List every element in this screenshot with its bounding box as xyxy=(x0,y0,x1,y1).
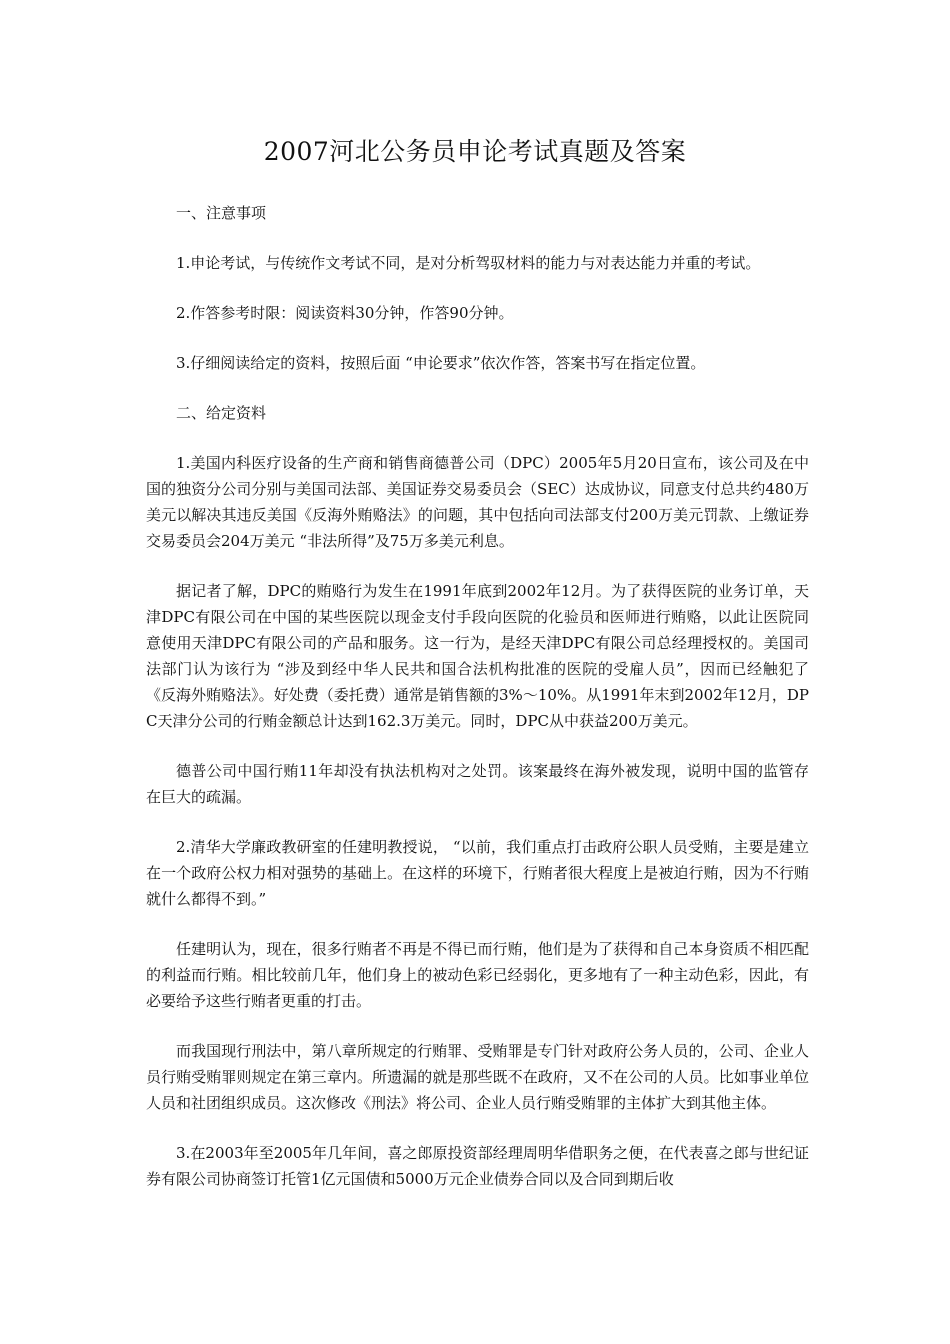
note-item-1: 1.申论考试，与传统作文考试不同，是对分析驾驭材料的能力与对表达能力并重的考试。 xyxy=(176,254,761,272)
material-paragraph-5: 任建明认为，现在，很多行贿者不再是不得已而行贿，他们是为了获得和自己本身资质不相匹配的利益而行贿。相比较前几年，他们身上的被动色彩已经弱化，更多地有了一种主动色彩，因此，有必要给予这些行贿者更重的打击。 xyxy=(146,940,809,1010)
material-paragraph-6: 而我国现行刑法中，第八章所规定的行贿罪、受贿罪是专门针对政府公务人员的，公司、企业人员行贿受贿罪则规定在第三章内。所遗漏的就是那些既不在政府，又不在公司的人员。比如事业单位人员和社团组织成员。这次修改《刑法》将公司、企业人员行贿受贿罪的主体扩大到其他主体。 xyxy=(146,1042,809,1112)
material-paragraph-4: 2.清华大学廉政教研室的任建明教授说， “以前，我们重点打击政府公职人员受贿，主要是建立在一个政府公权力相对强势的基础上。在这样的环境下，行贿者很大程度上是被迫行贿，因为不行贿就什么都得不到。” xyxy=(146,838,809,908)
material-paragraph-1: 1.美国内科医疗设备的生产商和销售商德普公司（DPC）2005年5月20日宣布，该公司及在中国的独资分公司分别与美国司法部、美国证券交易委员会（SEC）达成协议，同意支付总共约480万美元以解决其违反美国《反海外贿赂法》的问题，其中包括向司法部支付200万美元罚款、上缴证券交易委员会204万美元 “非法所得”及75万多美元利息。 xyxy=(146,454,809,550)
material-paragraph-2: 据记者了解，DPC的贿赂行为发生在1991年底到2002年12月。为了获得医院的业务订单，天津DPC有限公司在中国的某些医院以现金支付手段向医院的化验员和医师进行贿赂，以此让医院同意使用天津DPC有限公司的产品和服务。这一行为，是经天津DPC有限公司总经理授权的。美国司法部门认为该行为 “涉及到经中华人民共和国合法机构批准的医院的受雇人员”，因而已经触犯了《反海外贿赂法》。好处费（委托费）通常是销售额的3%～10%。从1991年末到2002年12月，DPC天津分公司的行贿金额总计达到162.3万美元。同时，DPC从中获益200万美元。 xyxy=(146,582,809,730)
document-body xyxy=(146,200,809,1216)
material-paragraph-7: 3.在2003年至2005年几年间，喜之郎原投资部经理周明华借职务之便，在代表喜之郎与世纪证券有限公司协商签订托管1亿元国债和5000万元企业债券合同以及合同到期后收 xyxy=(146,1144,809,1188)
material-paragraph-3: 德普公司中国行贿11年却没有执法机构对之处罚。该案最终在海外被发现，说明中国的监管存在巨大的疏漏。 xyxy=(146,762,809,806)
note-item-3: 3.仔细阅读给定的资料，按照后面 “申论要求”依次作答，答案书写在指定位置。 xyxy=(176,354,706,372)
section-heading-notes: 一、注意事项 xyxy=(176,204,267,222)
note-item-2: 2.作答参考时限：阅读资料30分钟，作答90分钟。 xyxy=(176,304,514,322)
document-title: 2007河北公务员申论考试真题及答案 xyxy=(263,137,687,166)
section-heading-materials: 二、给定资料 xyxy=(176,404,267,422)
